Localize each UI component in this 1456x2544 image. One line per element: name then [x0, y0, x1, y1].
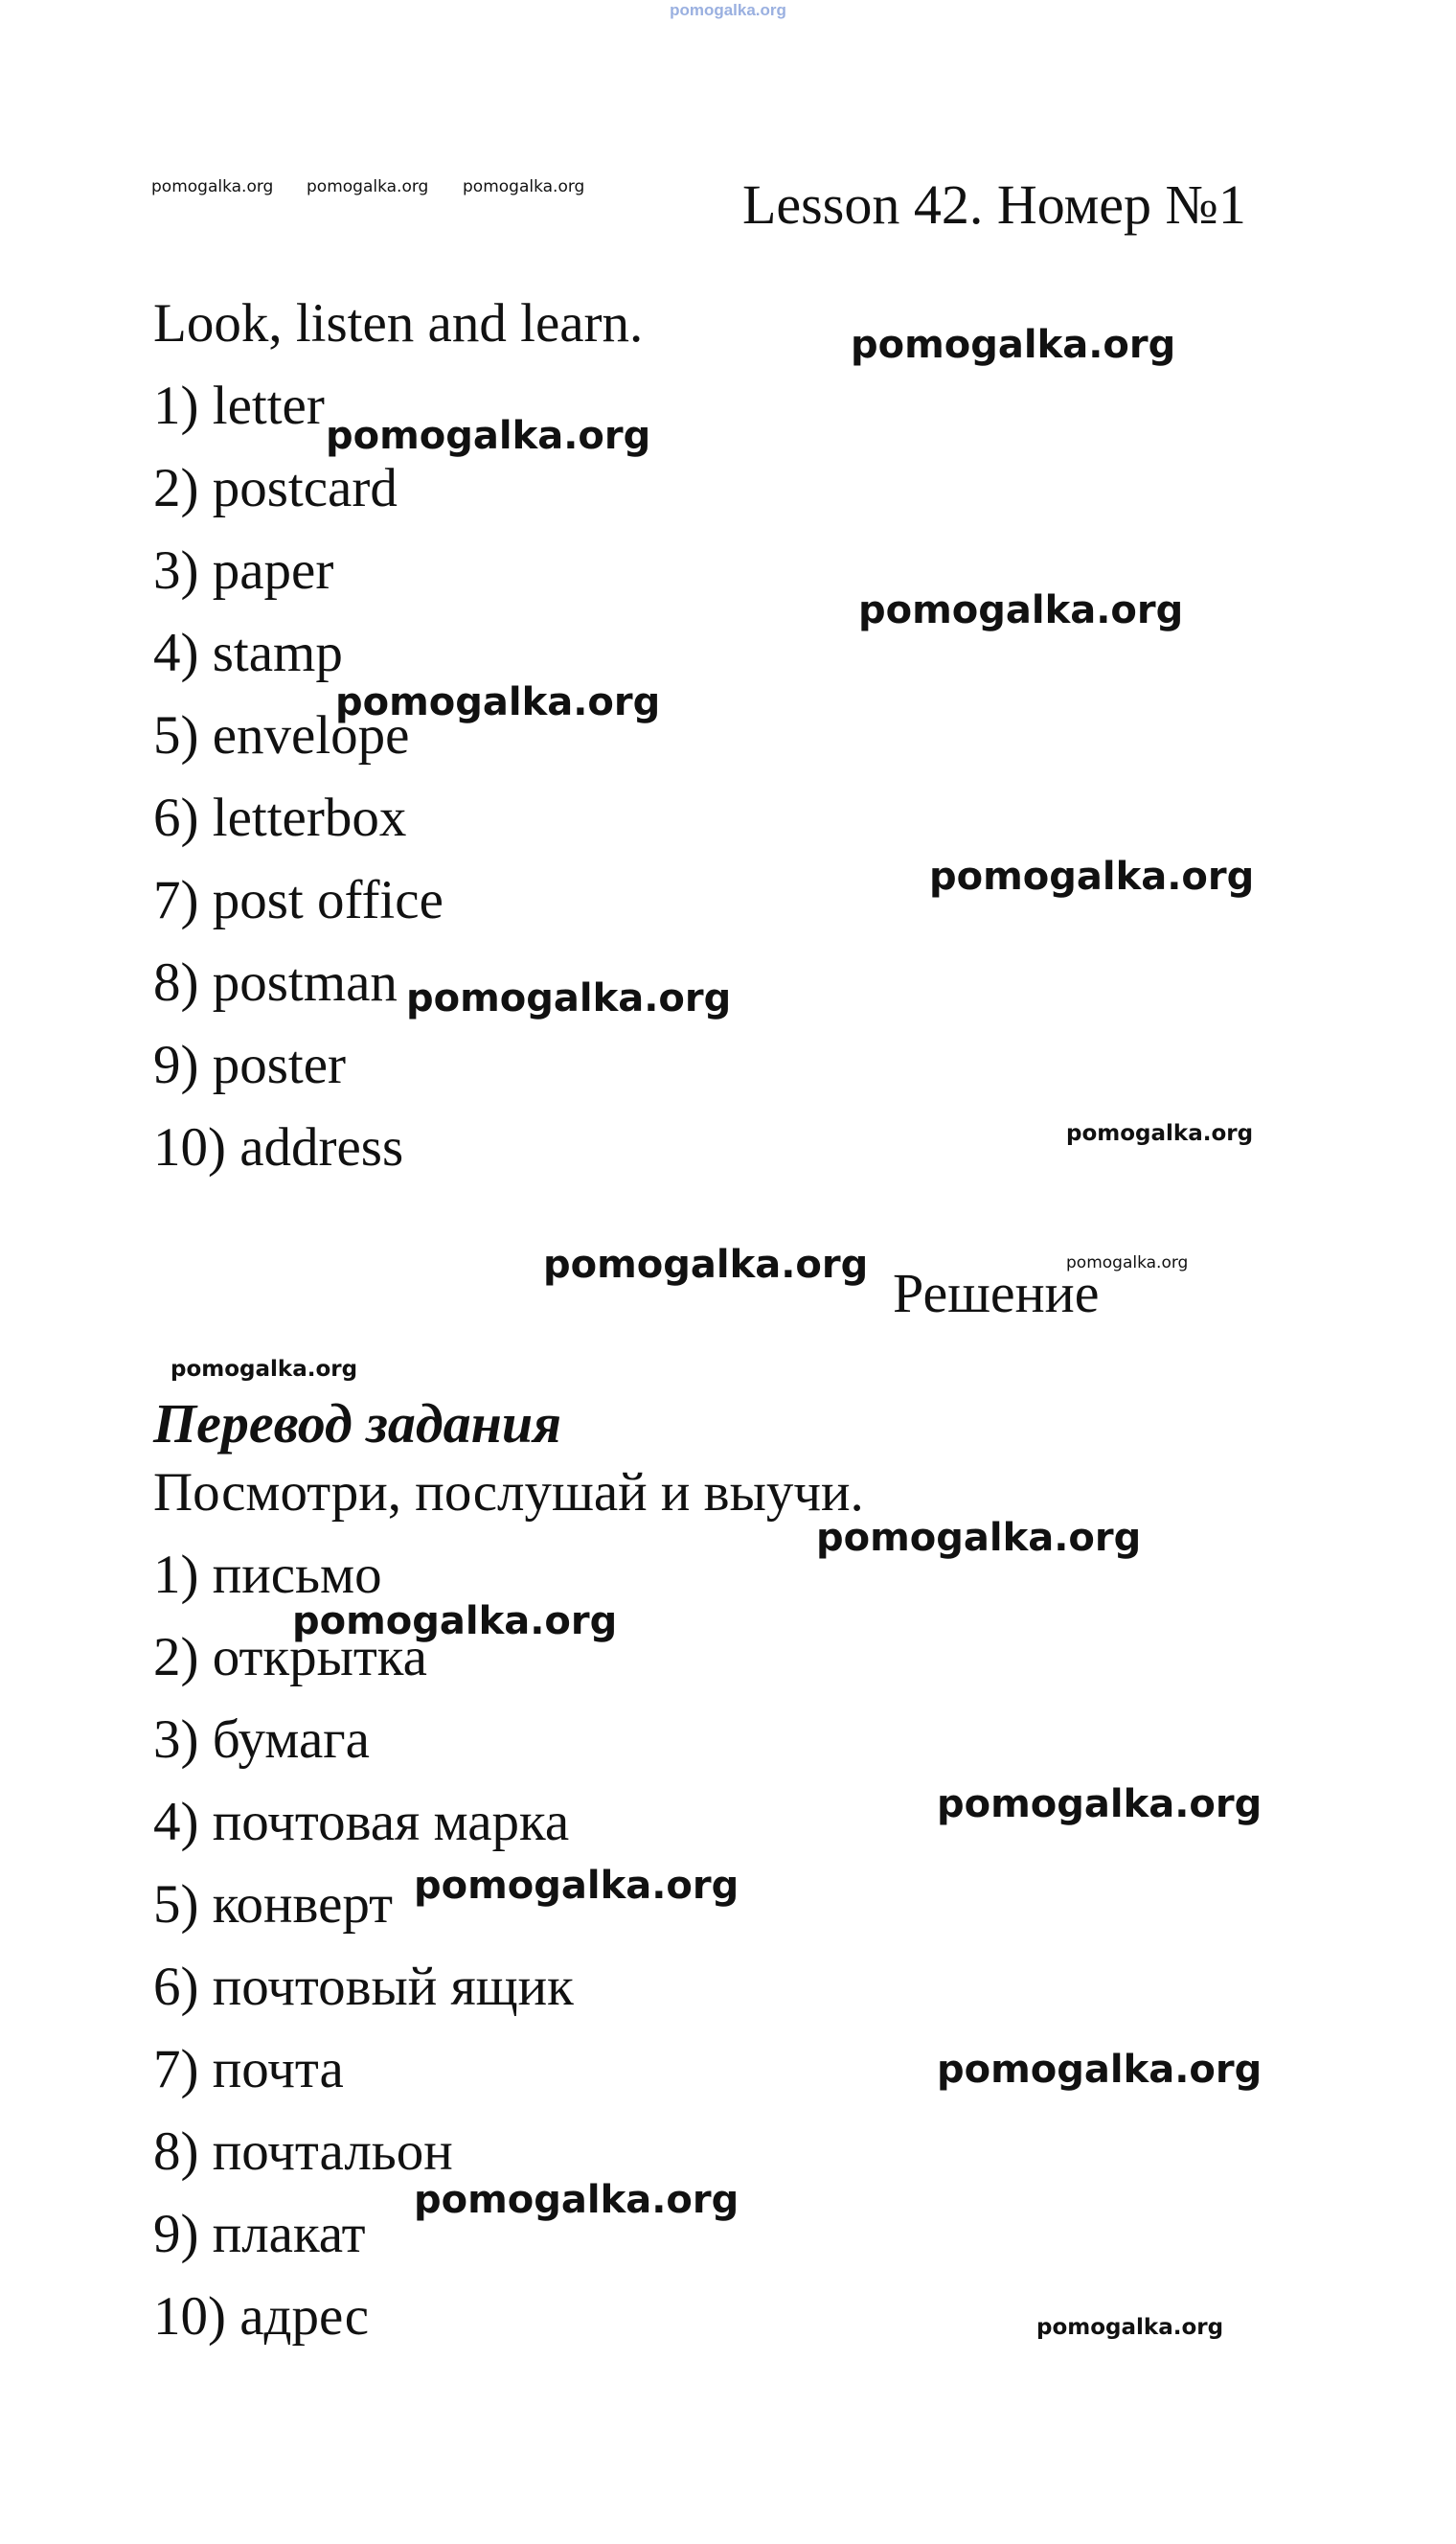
- watermark: pomogalka.org: [929, 855, 1255, 899]
- solution-item: 3) бумага: [153, 1709, 370, 1770]
- solution-item: 7) почта: [153, 2039, 344, 2099]
- watermark: pomogalka.org: [292, 1599, 618, 1643]
- solution-instruction: Посмотри, послушай и выучи.: [153, 1462, 864, 1523]
- solution-item: 1) письмо: [153, 1545, 382, 1605]
- solution-item: 4) почтовая марка: [153, 1792, 570, 1852]
- watermark: pomogalka.org: [937, 2048, 1263, 2092]
- watermark: pomogalka.org: [171, 1357, 358, 1382]
- watermark: pomogalka.org: [1066, 1121, 1254, 1146]
- solution-title: Решение: [893, 1262, 1100, 1324]
- watermark: pomogalka.org: [414, 2178, 739, 2222]
- watermark: pomogalka.org: [307, 177, 429, 196]
- solution-item: 6) почтовый ящик: [153, 1957, 574, 2017]
- task-item: 8) postman: [153, 952, 398, 1013]
- task-item: 6) letterbox: [153, 788, 407, 848]
- task-item: 7) post office: [153, 870, 444, 930]
- watermark: pomogalka.org: [937, 1782, 1263, 1826]
- watermark: pomogalka.org: [816, 1516, 1142, 1560]
- solution-item: 5) конверт: [153, 1874, 394, 1935]
- watermark: pomogalka.org: [463, 177, 585, 196]
- watermark: pomogalka.org: [414, 1864, 739, 1908]
- page-title: Lesson 42. Номер №1: [742, 173, 1246, 236]
- watermark: pomogalka.org: [326, 414, 651, 458]
- watermark: pomogalka.org: [406, 976, 732, 1020]
- task-item: 4) stamp: [153, 623, 343, 683]
- task-item: 1) letter: [153, 376, 325, 436]
- watermark: pomogalka.org: [851, 323, 1176, 367]
- task-item: 5) envelope: [153, 705, 410, 766]
- watermark: pomogalka.org: [543, 1243, 869, 1287]
- watermark: pomogalka.org: [1036, 2315, 1224, 2340]
- watermark: pomogalka.org: [1066, 1253, 1189, 1272]
- solution-item: 2) открытка: [153, 1627, 427, 1687]
- section-heading: Перевод задания: [153, 1392, 561, 1455]
- site-link[interactable]: pomogalka.org: [670, 1, 786, 19]
- task-item: 2) postcard: [153, 458, 398, 518]
- solution-item: 10) адрес: [153, 2286, 370, 2347]
- watermark: pomogalka.org: [858, 588, 1184, 632]
- task-item: 10) address: [153, 1117, 404, 1178]
- watermark: pomogalka.org: [151, 177, 274, 196]
- task-instruction: Look, listen and learn.: [153, 293, 644, 354]
- task-item: 9) poster: [153, 1035, 347, 1095]
- solution-item: 9) плакат: [153, 2204, 366, 2264]
- watermark: pomogalka.org: [335, 680, 661, 724]
- task-item: 3) paper: [153, 540, 334, 601]
- solution-item: 8) почтальон: [153, 2121, 453, 2182]
